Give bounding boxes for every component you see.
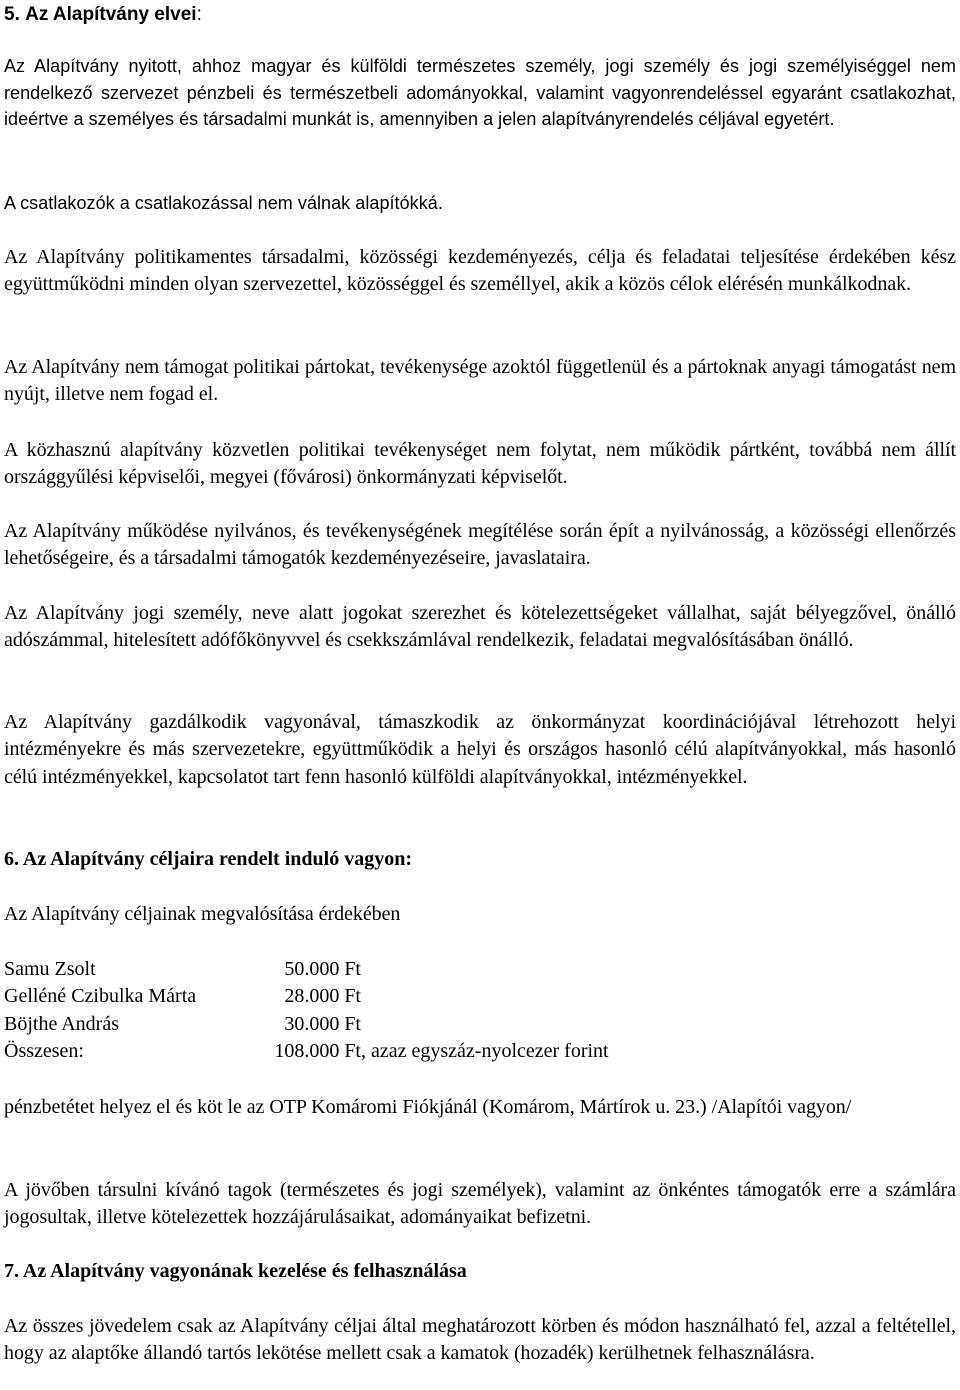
donor-row bbox=[4, 956, 361, 983]
paragraph-no-party-support: Az Alapítvány nem támogat politikai pártokat, tevékenysége azoktól függetlenül és a pártoknak anyagi támogatást nem nyújt, illetve nem fogad el. bbox=[4, 356, 956, 406]
section-6-intro: Az Alapítvány céljainak megvalósítása érdekében bbox=[4, 903, 401, 925]
donor-name: Böjthe András bbox=[4, 1013, 119, 1035]
donor-name: Samu Zsolt bbox=[4, 958, 96, 980]
paragraph-income-use: Az összes jövedelem csak az Alapítvány céljai által meghatározott körben és módon használható fel, azzal a feltétellel, hogy az alaptőke állandó tartós lekötése mellett csak a kamatok (hozadék) kerülhetnek felhasználásra. bbox=[4, 1315, 956, 1365]
section-5-colon: : bbox=[196, 4, 202, 25]
donor-amount: 30.000 Ft bbox=[284, 1013, 361, 1035]
donor-total-label: Összesen: bbox=[4, 1040, 84, 1062]
paragraph-asset-management: Az Alapítvány gazdálkodik vagyonával, támaszkodik az önkormányzat koordinációjával létrehozott helyi intézményekre és más szervezetekre, együttműködik a helyi és országos hasonló célú alapítványokkal, más hasonló célú intézményekkel, kapcsolatot tart fenn hasonló külföldi alapítványokkal, intézményekkel. bbox=[4, 711, 956, 788]
donor-amount: 28.000 Ft bbox=[284, 985, 361, 1007]
paragraph-non-political: Az Alapítvány politikamentes társadalmi, közösségi kezdeményezés, célja és feladatai teljesítése érdekében kész együttműködni minden olyan szervezettel, közösséggel és személlyel, akik a közös célok elérésén munkálkodnak. bbox=[4, 246, 956, 296]
paragraph-publicity: Az Alapítvány működése nyilvános, és tevékenységének megítélése során épít a nyilvánosság, a közösségi ellenőrzés lehetőségeire, és a társadalmi támogatók kezdeményezéseire, javaslataira. bbox=[4, 520, 956, 570]
donor-amount: 50.000 Ft bbox=[284, 958, 361, 980]
paragraph-deposit: pénzbetétet helyez el és köt le az OTP Komáromi Fiókjánál (Komárom, Mártírok u. 23.) /Alapítói vagyon/ bbox=[4, 1096, 852, 1118]
donor-total-row bbox=[4, 1038, 609, 1065]
paragraph-openness: Az Alapítvány nyitott, ahhoz magyar és külföldi természetes személy, jogi személy és jogi személyiséggel nem rendelkező szervezet pénzbeli és természetbeli adományokkal, valamint vagyonrendeléssel egyaránt csatlakozhat, ideértve a személyes és társadalmi munkát is, amennyiben a jelen alapítványrendelés céljával egyetért. bbox=[4, 56, 956, 130]
section-5-title: Az Alapítvány elvei bbox=[25, 4, 197, 25]
donor-name: Gelléné Czibulka Márta bbox=[4, 985, 197, 1007]
donor-row bbox=[4, 1011, 361, 1038]
donor-total-amount: 108.000 Ft bbox=[274, 1040, 361, 1062]
section-7-heading: 7. Az Alapítvány vagyonának kezelése és felhasználása bbox=[4, 1260, 467, 1282]
paragraph-public-benefit: A közhasznú alapítvány közvetlen politikai tevékenységet nem folytat, nem működik pártként, továbbá nem állít országgyűlési képviselői, megyei (fővárosi) önkormányzati képviselőt. bbox=[4, 439, 956, 489]
donor-total-in-words: , azaz egyszáz-nyolcezer forint bbox=[361, 1040, 609, 1062]
paragraph-joiners: A csatlakozók a csatlakozással nem válnak alapítókká. bbox=[4, 193, 443, 213]
section-6-heading: 6. Az Alapítvány céljaira rendelt induló vagyon: bbox=[4, 848, 412, 870]
section-5-number: 5. bbox=[4, 4, 20, 25]
donor-row bbox=[4, 983, 361, 1010]
paragraph-future-members: A jövőben társulni kívánó tagok (természetes és jogi személyek), valamint az önkéntes támogatók erre a számlára jogosultak, illetve kötelezettek hozzájárulásaikat, adományaikat befizetni. bbox=[4, 1179, 956, 1229]
section-5-heading bbox=[4, 0, 956, 28]
paragraph-legal-person: Az Alapítvány jogi személy, neve alatt jogokat szerezhet és kötelezettségeket vállalhat, saját bélyegzővel, önálló adószámmal, hitelesített adófőkönyvvel és csekkszámlával rendelkezik, feladatai megvalósításában önálló. bbox=[4, 602, 956, 652]
